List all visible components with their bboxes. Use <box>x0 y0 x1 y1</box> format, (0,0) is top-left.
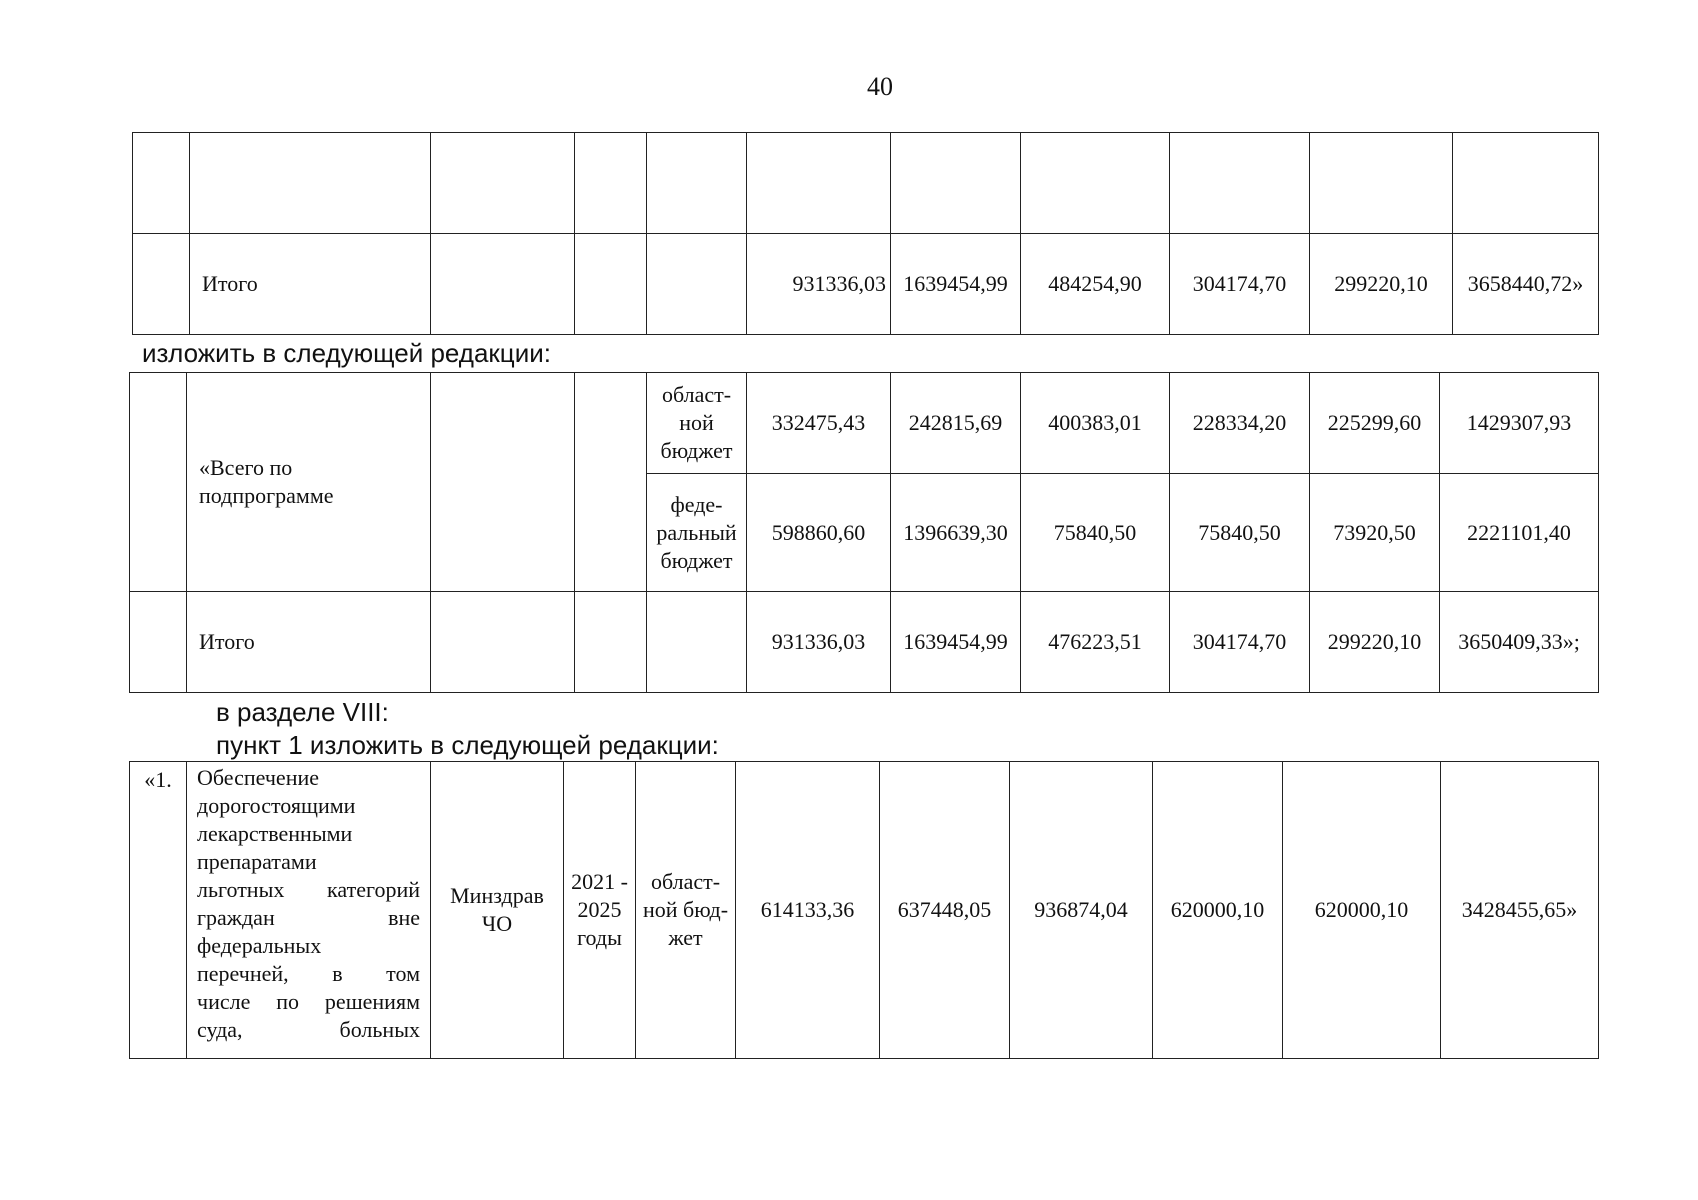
item-title-line: перечней, в том <box>197 961 420 986</box>
table-bottom <box>129 761 1599 1059</box>
value-cell: 1396639,30 <box>891 474 1021 592</box>
item-title <box>187 762 431 1059</box>
item-title-line: препаратами <box>197 849 317 874</box>
years: 2021 - 2025 годы <box>564 762 636 1059</box>
value-cell: 299220,10 <box>1310 592 1440 693</box>
value-cell: 936874,04 <box>1010 762 1153 1059</box>
value-cell: 75840,50 <box>1021 474 1170 592</box>
table-row <box>130 592 1599 693</box>
executor: Минздрав ЧО <box>431 762 564 1059</box>
value-cell: 931336,03 <box>747 592 891 693</box>
itogo-label: Итого <box>190 234 431 335</box>
value-cell: 614133,36 <box>736 762 880 1059</box>
page-number: 40 <box>867 72 893 101</box>
paragraph-item-note: пункт 1 изложить в следующей редакции: <box>216 730 719 760</box>
item-title-line: Обеспечение <box>197 765 319 790</box>
budget-source: област-ной бюд-жет <box>636 762 736 1059</box>
value-cell: 3658440,72» <box>1453 234 1599 335</box>
value-cell: 242815,69 <box>891 373 1021 474</box>
value-cell: 228334,20 <box>1170 373 1310 474</box>
value-cell: 2221101,40 <box>1440 474 1599 592</box>
value-cell: 931336,03 <box>747 234 891 335</box>
table-row <box>133 234 1599 335</box>
value-cell: 1639454,99 <box>891 234 1021 335</box>
value-cell: 1639454,99 <box>891 592 1021 693</box>
table-middle <box>129 372 1599 693</box>
item-title-line: дорогостоящими <box>197 793 356 818</box>
value-cell: 620000,10 <box>1283 762 1441 1059</box>
value-cell: 3428455,65» <box>1441 762 1599 1059</box>
value-cell: 400383,01 <box>1021 373 1170 474</box>
item-title-line: льготных категорий <box>197 877 420 902</box>
value-cell: 75840,50 <box>1170 474 1310 592</box>
value-cell: 332475,43 <box>747 373 891 474</box>
value-cell: 73920,50 <box>1310 474 1440 592</box>
table-row <box>130 762 1599 1059</box>
value-cell: 476223,51 <box>1021 592 1170 693</box>
item-title-line: федеральных <box>197 933 322 958</box>
table-row <box>130 373 1599 474</box>
item-title-line: суда, больных <box>197 1017 420 1042</box>
value-cell: 1429307,93 <box>1440 373 1599 474</box>
value-cell: 484254,90 <box>1021 234 1170 335</box>
table-row <box>133 133 1599 234</box>
value-cell: 304174,70 <box>1170 592 1310 693</box>
item-title-line: лекарственными <box>197 821 353 846</box>
paragraph-section: в разделе VIII: <box>216 697 389 727</box>
value-cell: 299220,10 <box>1310 234 1453 335</box>
total-label: «Всего по подпрограмме <box>187 373 431 592</box>
item-title-line: числе по решениям <box>197 989 420 1014</box>
table-top <box>132 132 1599 335</box>
value-cell: 225299,60 <box>1310 373 1440 474</box>
budget-source: феде-ральный бюджет <box>647 474 747 592</box>
budget-source: област-ной бюджет <box>647 373 747 474</box>
value-cell: 620000,10 <box>1153 762 1283 1059</box>
item-number: «1. <box>130 762 187 1059</box>
value-cell: 304174,70 <box>1170 234 1310 335</box>
value-cell: 598860,60 <box>747 474 891 592</box>
value-cell: 637448,05 <box>880 762 1010 1059</box>
value-cell: 3650409,33»; <box>1440 592 1599 693</box>
item-title-line: граждан вне <box>197 905 420 930</box>
itogo-label: Итого <box>187 592 431 693</box>
paragraph-edit-note: изложить в следующей редакции: <box>142 338 551 368</box>
